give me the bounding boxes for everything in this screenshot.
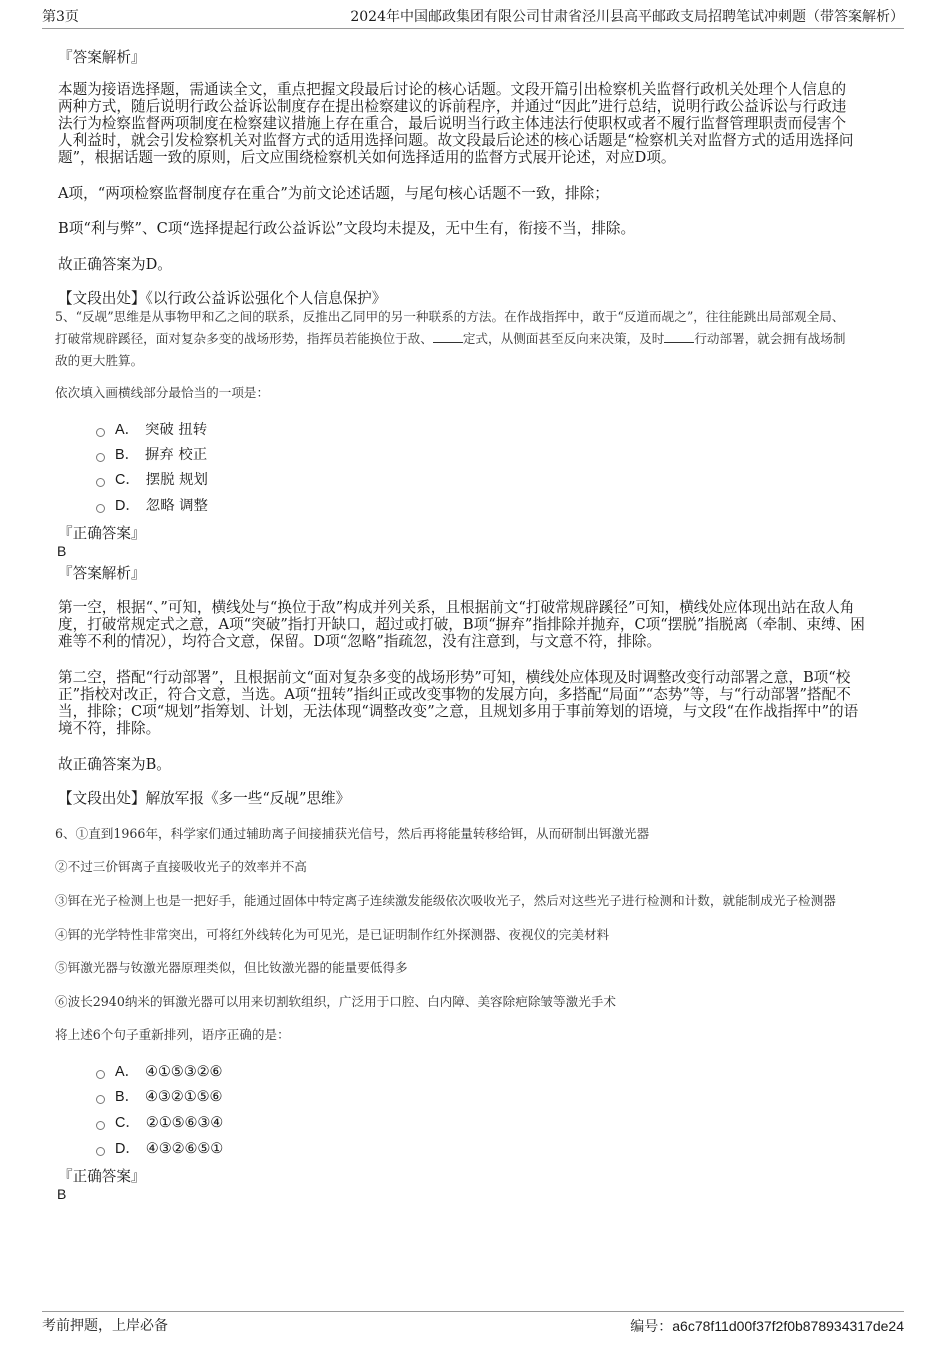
page-footer [42, 1311, 904, 1336]
question-sentence: ⑤铒激光器与钕激光器原理类似，但比钕激光器的能量要低得多 [55, 960, 408, 975]
source-tag: 【文段出处】 [58, 790, 146, 807]
option-b[interactable]: B． 摒弃 校正 [96, 446, 207, 464]
footer-slogan: 考前押题，上岸必备 [42, 1318, 168, 1334]
analysis-line: 第二空，搭配“行动部署”，且根据前文“面对复杂多变的战场形势”可知，横线处应体现及时调整改变行动部署之意，B项“校 [58, 669, 851, 686]
analysis-line: 当，排除；C项“规划”指筹划、计划，无法体现“调整改变”之意，且规划多用于事前筹划的语境，与文段“在作战指挥中”的语 [58, 703, 859, 720]
option-c[interactable]: C． ②①⑤⑥③④ [96, 1114, 223, 1132]
analysis-line: 难等不利的情况），均符合文意，保留。D项“忽略”指疏忽，没有注意到，与文意不符，排除。 [58, 633, 662, 650]
radio-icon[interactable] [96, 1147, 105, 1156]
conclusion: 故正确答案为B。 [58, 756, 171, 773]
option-b[interactable]: B． ④③②①⑤⑥ [96, 1088, 222, 1106]
correct-answer: B [57, 1186, 67, 1202]
analysis-line: 人利益时，就会引发检察机关对监督方式的适用选择问题。故文段最后论述的核心话题是“检察机关对监督方式的适用选择问 [58, 132, 854, 149]
radio-icon[interactable] [96, 428, 105, 437]
source-title: 解放军报《多一些“反觇”思维》 [145, 790, 351, 807]
conclusion: 故正确答案为D。 [58, 256, 172, 273]
question-stem: 5、“反觇”思维是从事物甲和乙之间的联系，反推出乙同甲的另一种联系的方法。在作战指挥中，敢于“反道而觇之”，往往能跳出局部观全局、 [55, 309, 845, 324]
option-d[interactable]: D． ④③②⑥⑤① [96, 1140, 223, 1158]
fill-blank [433, 332, 463, 343]
document-title: 2024年中国邮政集团有限公司甘肃省泾川县高平邮政支局招聘笔试冲刺题（带答案解析） [350, 9, 904, 25]
analysis-line: 度，打破常规定式之意，A项“突破”指打开缺口，超过或打破，B项“摒弃”指排除并抛弃，C项“摆脱”指脱离（牵制、束缚、困 [58, 616, 865, 633]
radio-icon[interactable] [96, 1121, 105, 1130]
page-header [42, 6, 904, 29]
analysis-line: 第一空，根据“、”可知，横线处与“换位于敌”构成并列关系，且根据前文“打破常规辟蹊径”可知，横线处应体现出站在敌人角 [58, 599, 855, 616]
page-number: 第3页 [42, 9, 79, 25]
option-d[interactable]: D． 忽略 调整 [96, 497, 208, 515]
question-sentence: 6、①直到1966年，科学家们通过辅助离子间接捕获光信号，然后再将能量转移给铒，从而研制出铒激光器 [55, 826, 650, 841]
question-stem: 打破常规辟蹊径，面对复杂多变的战场形势，指挥员若能换位于敌、 定式，从侧面甚至反向来决策，及时 行动部署，就会拥有战场制 [55, 331, 846, 346]
radio-icon[interactable] [96, 1070, 105, 1079]
question-sentence: ④铒的光学特性非常突出，可将红外线转化为可见光，是已证明制作红外探测器、夜视仪的完美材料 [55, 927, 610, 942]
radio-icon[interactable] [96, 1095, 105, 1104]
source-line [58, 790, 898, 807]
question-prompt: 依次填入画横线部分最恰当的一项是： [55, 385, 270, 400]
analysis-line: 境不符，排除。 [58, 720, 161, 737]
question-sentence: ⑥波长2940纳米的铒激光器可以用来切割软组织，广泛用于口腔、白内障、美容除疤除皱等激光手术 [55, 994, 616, 1009]
analysis-line: B项“利与弊”、C项“选择提起行政公益诉讼”文段均未提及，无中生有，衔接不当，排除。 [58, 220, 636, 237]
source-title: 《以行政公益诉讼强化个人信息保护》 [145, 290, 387, 307]
radio-icon[interactable] [96, 453, 105, 462]
correct-answer: B [57, 543, 67, 559]
option-c[interactable]: C． 摆脱 规划 [96, 471, 208, 489]
radio-icon[interactable] [96, 504, 105, 513]
radio-icon[interactable] [96, 478, 105, 487]
analysis-line: 正”指校对改正，符合文意，当选。A项“扭转”指纠正或改变事物的发展方向，多搭配“局面”“态势”等，与“行动部署”搭配不 [58, 686, 851, 703]
source-tag: 【文段出处】 [58, 290, 146, 307]
analysis-line: A项，“两项检察监督制度存在重合”为前文论述话题，与尾句核心话题不一致，排除； [58, 185, 609, 202]
question-sentence: ③铒在光子检测上也是一把好手，能通过固体中特定离子连续激发能级依次吸收光子，然后对这些光子进行检测和计数，就能制成光子检测器 [55, 893, 836, 908]
correct-answer-label: 『正确答案』 [58, 1168, 146, 1185]
document-code: 编号：a6c78f11d00f37f2f0b878934317de24 [630, 1318, 904, 1335]
source-line [58, 290, 898, 307]
option-a[interactable]: A． ④①⑤③②⑥ [96, 1063, 222, 1081]
question-stem: 敌的更大胜算。 [55, 353, 144, 368]
fill-blank [664, 332, 694, 343]
answer-analysis-label: 『答案解析』 [58, 49, 146, 66]
analysis-line: 两种方式，随后说明行政公益诉讼制度存在提出检察建议的诉前程序，并通过“因此”进行总结，说明行政公益诉讼与行政违 [58, 98, 847, 115]
analysis-line: 本题为接语选择题，需通读全文，重点把握文段最后讨论的核心话题。文段开篇引出检察机关监督行政机关处理个人信息的 [58, 81, 847, 98]
analysis-line: 题”，根据话题一致的原则，后文应围绕检察机关如何选择适用的监督方式展开论述，对应D项。 [58, 149, 676, 166]
correct-answer-label: 『正确答案』 [58, 525, 146, 542]
analysis-line: 法行为检察监督两项制度在检察建议措施上存在重合，最后说明当行政主体违法行使职权或者不履行监督管理职责而侵害个 [58, 115, 847, 132]
option-a[interactable]: A． 突破 扭转 [96, 421, 207, 439]
question-prompt: 将上述6个句子重新排列，语序正确的是： [55, 1027, 290, 1042]
question-sentence: ②不过三价铒离子直接吸收光子的效率并不高 [55, 859, 307, 874]
answer-analysis-label: 『答案解析』 [58, 565, 146, 582]
